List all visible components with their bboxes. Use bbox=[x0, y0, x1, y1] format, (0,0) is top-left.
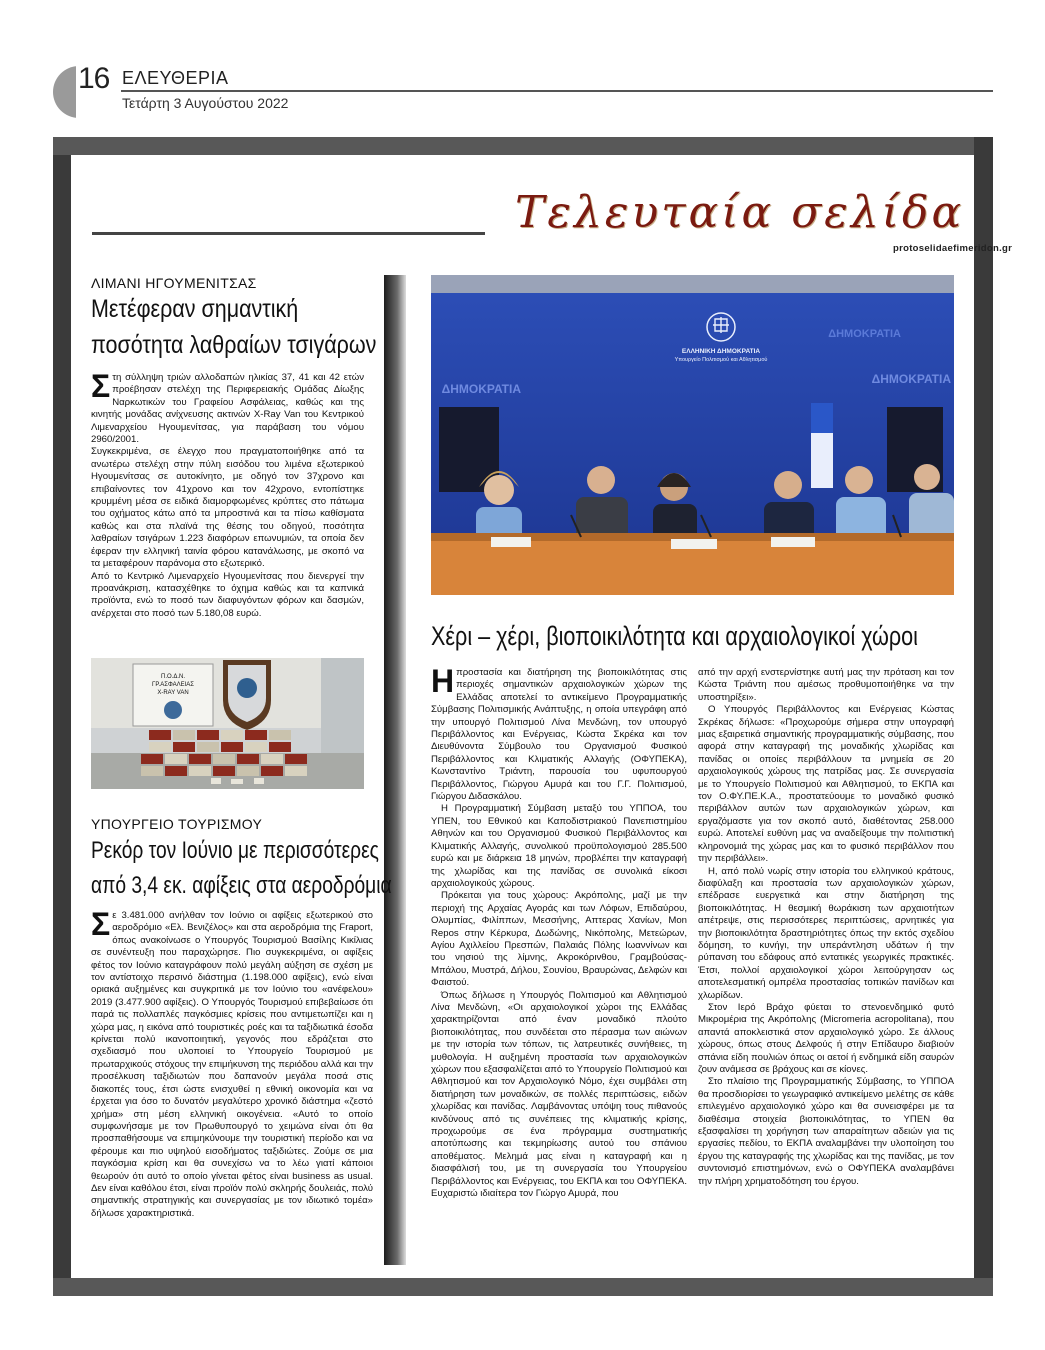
tourism-headline-line1: Ρεκόρ τον Ιούνιο με περισσότερες bbox=[91, 837, 379, 864]
page-number: 16 bbox=[78, 62, 110, 95]
port-paragraph: Συγκεκριμένα, σε έλεγχο που πραγματοποιήθηκε από τα ανωτέρω στελέχη στην πύλη εισόδου του λιμένα εξωτερικού Ηγουμενίτσας σε αυτοκίνητο, με οδηγό τον 37χρονο και επιβαίνοντες τον 41χρονο και τον 42χρονο, εντοπίστηκε κρυμμένη μέσα σε ειδικά διαμορφωμένες κρύπτες στο πάτωμα του οχήματος κάτω από τα μπροστινά και τα πίσω καθίσματα καθώς και στα πλαϊνά της θέσης του οδηγού, ποσότητα λαθραίων τσιγάρων 1.223 διαφόρων επωνυμιών, τα οποία δεν έφεραν την ελληνική ταινία φόρου κατανάλωσης, με σκοπό να τα μεταφέρουν παράνομα στο εξωτερικό. bbox=[91, 446, 364, 570]
main-paragraph: Στον Ιερό Βράχο φύεται το στενοενδημικό φυτό Μικρομέρια της Ακρόπολης (Micromeria acropolitana), που απαντά αποκλειστικά στον αρχαιολογικό χώρο. Σε άλλους χώρους, όπως στους Δελφούς ή στην Επίδαυρο διαβιούν σπάνια είδη πουλιών όπως οι αετοί ή ενδημικά είδη σαυρών ζουν ανάμεσα σε βράχους και σε κίονες. bbox=[698, 1001, 954, 1075]
backdrop-text: ΔΗΜΟΚΡΑΤΙΑ bbox=[828, 328, 901, 340]
signing-ceremony-illustration bbox=[431, 275, 954, 595]
main-paragraph: από την αρχή ενστερνίστηκε αυτή μας την πρόταση και τον Κώστα Τριάντη που αμέσως προθυμοποιήθηκε να την υποστηρίξει». bbox=[698, 667, 954, 703]
photo-sign-line: X-RAY VAN bbox=[157, 690, 189, 696]
column-divider bbox=[384, 275, 406, 1265]
port-dropcap: Σ bbox=[91, 368, 111, 404]
seized-cigarettes-photo bbox=[91, 658, 364, 789]
main-paragraph: Όπως δήλωσε η Υπουργός Πολιτισμού και Αθλητισμού Λίνα Μενδώνη, «Οι αρχαιολογικοί χώροι της Ελλάδας χαρακτηρίζονται από έναν μοναδικό πλούτο βιοποικιλότητας, που συνδέεται στο πέρασμα των αιώνων με την ιστορία των τόπων, τις λατρευτικές συνήθειες, τη μυθολογία. Η αυξημένη προστασία των αρχαιολογικών χώρων που εξασφαλίζεται από το Υπουργείο Πολιτισμού και Αθλητισμού και τον Αρχαιολογικό Νόμο, έχει συμβάλει στη διατήρηση των μοναδικών, σε πολλές περιπτώσεις, ειδών χλωρίδας και πανίδας. Λαμβάνοντας υπόψη τους πιθανούς κινδύνους από τις συνέπειες της κλιματικής κρίσης, προχωρούμε σε ένα πρόγραμμα συστηματικής αποτύπωσης και τεκμηρίωσης αυτού του σπάνιου αποθέματος. Μελημά μας είναι η καταγραφή και η διασφάλισή του, με τη συνεργασία του Υπουργείου Περιβάλλοντος και Ενέργειας, του ΕΚΠΑ και του ΟΦΥΠΕΚΑ. Ευχαριστώ ιδιαίτερα τον Γιώργο Αμυρά, που bbox=[431, 989, 687, 1200]
photo-sign-line: Π.Ο.Δ.Ν. bbox=[160, 674, 186, 680]
main-paragraph: Στο πλαίσιο της Προγραμματικής Σύμβασης, το ΥΠΠΟΑ θα προσδιορίσει το γεωγραφικό αντικείμενο μελέτης σε κάθε επιλεγμένο αρχαιολογικό χώρο και θα συνεισφέρει με τα διαθέσιμα στοιχεία βιοποικιλότητας, το ΥΠΕΝ θα εξασφαλίσει τη χορήγηση των απαραίτητων αδειών για τις εργασίες πεδίου, το ΕΚΠΑ αναλαμβάνει την υλοποίηση του έργου της καταγραφής της χλωρίδας και της πανίδας, με τον συντονισμό επιστημόνων, ενώ ο ΟΦΥΠΕΚΑ αναλαμβάνει την πλήρη χρηματοδότηση του έργου. bbox=[698, 1076, 954, 1187]
main-paragraph: Η, από πολύ νωρίς στην ιστορία του ελληνικού κράτους, διαφύλαξη και προστασία των αρχαιολογικών χώρων, επέδρασε ευεργετικά και στην διατήρηση της βιοποικιλότητας. Η θεσμική θωράκιση των αρχαιοτήτων απέτρεψε, στις περισσότερες περιπτώσεις, αρνητικές για την βιοποικιλότητα δραστηριότητες όπως την εκτός σχεδίου δόμηση, το κυνήγι, την υπεράντληση υδάτων ή την ρύπανση του εδάφους από εντατικές γεωργικές πρακτικές. Έτσι, πολλοί αρχαιολογικοί χώροι λειτούργησαν ως αποτελεσματική ομπρέλα προστασίας τοπικών πανίδων και χλωρίδων. bbox=[698, 865, 954, 1001]
tourism-dropcap: Σ bbox=[91, 906, 111, 942]
tourism-article-body bbox=[91, 906, 373, 1220]
main-headline: Χέρι – χέρι, βιοποικιλότητα και αρχαιολογικοί χώροι bbox=[431, 621, 918, 651]
main-dropcap: Η bbox=[431, 663, 455, 699]
source-credit: protoselidaefimeridon.gr bbox=[893, 243, 1013, 254]
main-article-column-2 bbox=[698, 667, 954, 1188]
section-rule bbox=[92, 232, 485, 235]
backdrop-text: ΔΗΜΟΚΡΑΤΙΑ bbox=[441, 382, 521, 396]
backdrop-text: ΔΗΜΟΚΡΑΤΙΑ bbox=[871, 372, 951, 386]
backdrop-subtitle: Υπουργείο Πολιτισμού και Αθλητισμού bbox=[674, 357, 768, 363]
issue-date: Τετάρτη 3 Αυγούστου 2022 bbox=[122, 95, 289, 111]
section-title: Τελευταία σελίδα bbox=[515, 187, 965, 238]
seized-cigarettes-illustration bbox=[91, 658, 364, 789]
frame-bottom-bar bbox=[53, 1278, 993, 1296]
port-headline-line1: Μετέφεραν σημαντική bbox=[91, 295, 299, 323]
main-paragraph: προστασία και διατήρηση της βιοποικιλότητας στις περιοχές σημαντικών αρχαιολογικών χώρων της Ελλάδας αποτελεί το αντικείμενο Προγραμματικής Σύμβασης Πολιτισμικής Ανάπτυξης, η οποία υπεγράφη από την υπουργό Πολιτισμού Λίνα Μενδώνη, τον υπουργό Περιβάλλοντος και Ενέργειας, Κώστα Σκρέκα και τον Διευθύνοντα Σύμβουλο του Οργανισμού Φυσικού Περιβάλλοντος και Κλιματικής Αλλαγής (ΟΦΥΠΕΚΑ), Κωνσταντίνο Τριάντη, παρουσία του υφυπουργού Περιβάλλοντος, Γιώργου Αμυρά και του Γ.Γ. Πολιτισμού, Γιώργου Διδασκάλου. bbox=[431, 667, 687, 803]
port-kicker: ΛΙΜΑΝΙ ΗΓΟΥΜΕΝΙΤΣΑΣ bbox=[91, 275, 257, 291]
photo-sign-line: ΓΡ.ΑΣΦΑΛΕΙΑΣ bbox=[152, 682, 194, 688]
port-paragraph: τη σύλληψη τριών αλλοδαπών ηλικίας 37, 41 και 42 ετών προέβησαν στελέχη της Περιφερειακής Ομάδας Δίωξης Ναρκωτικών του Γραφείου Ασφάλειας, καθώς και της κινητής μονάδας ανίχνευσης ακτινών X-Ray Van του Κεντρικού Λιμεναρχείου Ηγουμενίτσας, για παράβαση του νόμου 2960/2001. bbox=[91, 372, 364, 446]
signing-ceremony-photo bbox=[431, 275, 954, 595]
main-paragraph: Ο Υπουργός Περιβάλλοντος και Ενέργειας Κώστας Σκρέκας δήλωσε: «Προχωρούμε σήμερα στην υπογραφή μιας εξαιρετικά σημαντικής προγραμματικής σύμβασης, που αφορά στην καταγραφή της μοναδικής χλωρίδας και πανίδας οι οποίες περιβάλλουν τα μνημεία σε 20 αρχαιολογικούς χώρους της πατρίδας μας. Σε συνεργασία με το Υπουργείο Πολιτισμού και Αθλητισμού, το ΕΚΠΑ και τον Ο.ΦΥ.ΠΕ.Κ.Α., προστατεύουμε το μοναδικό φυσικό περιβάλλον αυτών των αρχαιολογικών χώρων, και εργαζόμαστε για τον σκοπό αυτό, διαθέτοντας 258.000 ευρώ. Αποτελεί ευθύνη μας να αναδείξουμε την πολιτιστική κληρονομιά της χώρας μας και το φυσικό περιβάλλον που την περιβάλλει». bbox=[698, 704, 954, 865]
main-paragraph: Η Προγραμματική Σύμβαση μεταξύ του ΥΠΠΟΑ, του ΥΠΕΝ, του Εθνικού και Καποδιστριακού Πανεπιστημίου Αθηνών και του Οργανισμού Φυσικού Περιβάλλοντος και Κλιματικής Αλλαγής, συνολικού προϋπολογισμού 285.500 ευρώ και με διάρκεια 18 μηνών, προβλέπει την καταγραφή της χλωρίδας και της πανίδας σε συνολικά είκοσι αρχαιολογικούς χώρους. bbox=[431, 803, 687, 889]
newspaper-name: ΕΛΕΥΘΕΡΙΑ bbox=[122, 68, 229, 88]
port-paragraph: Από το Κεντρικό Λιμεναρχείο Ηγουμενίτσας που διενεργεί την προανάκριση, κατασχέθηκε το όχημα καθώς και τα καπνικά προϊόντα, ενώ το ποσό των διαφυγόντων φόρων και δασμών, ανέρχεται στο ποσό των 5.180,08 ευρώ. bbox=[91, 570, 364, 619]
port-article-body bbox=[91, 368, 364, 620]
frame-left-bar bbox=[53, 155, 71, 1296]
tourism-headline-line2: από 3,4 εκ. αφίξεις στα αεροδρόμια bbox=[91, 872, 392, 899]
main-paragraph: Πρόκειται για τους χώρους: Ακρόπολης, μαζί με την περιοχή της Αρχαίας Αγοράς και των Λόφων, Επιδαύρου, Ολυμπίας, Φιλίππων, Μεσσήνης, Απτερας Χανίων, Mon Repos στην Κέρκυρα, Δωδώνης, Νικόπολης, Μετεώρων, Αγίου Αχιλλείου Πρεσπών, Παλαιάς Πόλης Ιωαννίνων και του νησιού της λίμνης, Ακροκόρινθου, Γραμβούσας-Μπάλου, Μυστρά, Δήλου, Σουνίου, Βραυρώνας, Δελφών και Φαιστού. bbox=[431, 890, 687, 989]
frame-top-bar bbox=[53, 137, 993, 155]
tourism-kicker: ΥΠΟΥΡΓΕΙΟ ΤΟΥΡΙΣΜΟΥ bbox=[91, 816, 263, 832]
port-headline-line2: ποσότητα λαθραίων τσιγάρων bbox=[91, 331, 377, 359]
tourism-paragraph: ε 3.481.000 ανήλθαν τον Ιούνιο οι αφίξεις εξωτερικού στο αεροδρόμιο «Ελ. Βενιζέλος» και στα αεροδρόμια της Fraport, όπως ανακοίνωσε ο Υπουργός Τουρισμού Βασίλης Κικίλιας σε συνέντευξη που παραχώρησε. Πιο συγκεκριμένα, οι αφίξεις φέτος τον Ιούνιο καταγράφουν πολύ μεγάλη αύξηση σε σχέση με τον αντίστοιχο περσινό διάστημα (1.198.000 αφίξεις), ενώ είναι οριακά αυξημένες και συγκριτικά με τον Ιούνιο του «ανέφελου» 2019 (3.477.900 αφίξεις). Ο Υπουργός Τουρισμού επιβεβαίωσε ότι παρά τις πολλαπλές παγκόσμιες κρίσεις που αντιμετωπίζει και η χώρα μας, η εικόνα από τουριστικές ροές και τα ταξιδιωτικά έσοδα κρίνεται πολύ ικανοποιητική, γεγονός που εδράζεται στο σχεδιασμό που υλοποιεί το Υπουργείο Τουρισμού με πρωταρχικούς στόχους την επιμήκυνση της περιόδου αλλά και την προσέλκυση ταξιδιωτών που δαπανούν μεγάλα ποσά στις διακοπές τους, έτσι ώστε ενισχυθεί η εθνική οικονομία και να έρχεται για όσο το δυνατόν μεγαλύτερο χρονικό διάστημα «ζεστό χρήμα» στη μέση ελληνική οικογένεια. «Αυτό το οποίο συμφωνήσαμε με τον Πρωθυπουργό το χειμώνα είναι ότι θα προσπαθήσουμε να επιμηκύνουμε την τουριστική περίοδο και να φέρουμε και πιο υψηλού εισοδήματος ταξιδιώτες. Ζούμε σε μια παγκόσμια κρίση και θα συνεχίσω να το λέω γιατί κάποιοι θεωρούν ότι αυτό το οποίο γίνεται φέτος είναι business as usual. Δεν είναι καθόλου έτσι, είναι προϊόν πολύ σκληρής δουλειάς, πολύ σημαντικής στρατηγικής και συνεργασίας με τον ιδιωτικό τομέα» δήλωσε χαρακτηριστικά. bbox=[91, 910, 373, 1219]
header-rule bbox=[121, 90, 993, 92]
main-article-column-1 bbox=[431, 663, 687, 1200]
frame-right-bar bbox=[974, 137, 993, 1296]
backdrop-title: ΕΛΛΗΝΙΚΗ ΔΗΜΟΚΡΑΤΙΑ bbox=[681, 348, 761, 355]
